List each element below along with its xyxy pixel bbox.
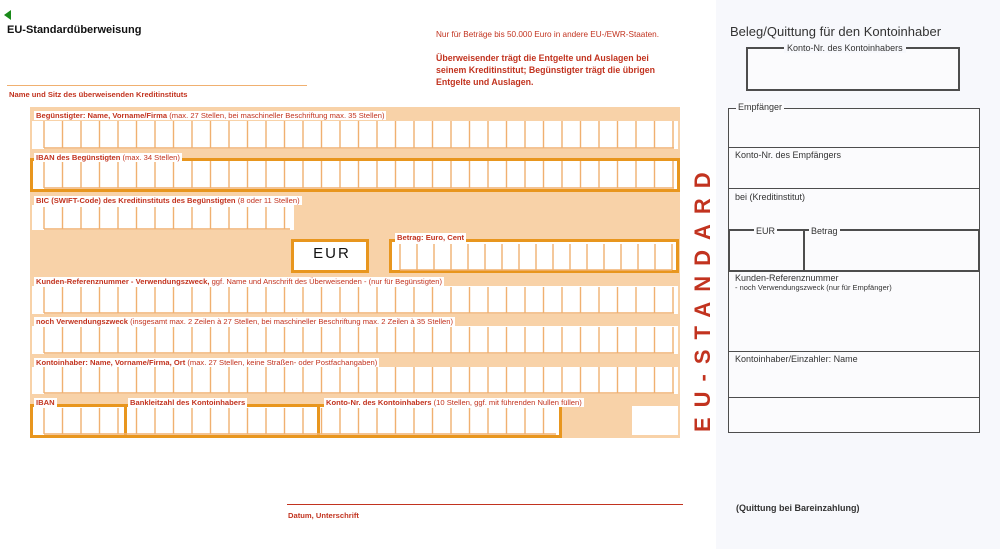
- blz-label: Bankleitzahl des Kontoinhabers: [130, 398, 246, 407]
- bank-name-line: [7, 85, 307, 86]
- form-title: EU-Standardüberweisung: [7, 24, 142, 36]
- receipt-recipient-label: Empfänger: [738, 102, 783, 112]
- receipt-bank-label: bei (Kreditinstitut): [735, 192, 806, 202]
- iban-beneficiary-frame: [30, 158, 680, 192]
- receipt-divider-2: [728, 188, 980, 189]
- account-holder-field[interactable]: [32, 367, 678, 394]
- receipt-cash-note: (Quittung bei Bareinzahlung): [736, 503, 860, 513]
- bank-name-label: Name und Sitz des überweisenden Kreditinstituts: [9, 90, 188, 99]
- receipt-amount-label: Betrag: [811, 226, 838, 236]
- receipt-reference-note: - noch Verwendungszweck (nur für Empfänger): [735, 283, 892, 292]
- receipt-amount-divider: [803, 229, 805, 272]
- receipt-divider-3: [728, 351, 980, 352]
- notice-fees-3: Entgelte und Auslagen.: [436, 77, 534, 87]
- eu-standard-side-text: EU-STANDARD: [690, 162, 715, 432]
- receipt-currency-label: EUR: [756, 226, 776, 236]
- receipt-payer-label: Kontoinhaber/Einzahler: Name: [735, 354, 858, 364]
- amount-label: Betrag: Euro, Cent: [397, 233, 465, 242]
- receipt-title: Beleg/Quittung für den Kontoinhaber: [730, 24, 942, 39]
- receipt-panel: [716, 0, 1000, 549]
- receipt-reference-label: Kunden-Referenznummer: [735, 273, 839, 283]
- bic-label: BIC (SWIFT-Code) des Kreditinstituts des Begünstigten (8 oder 11 Stellen): [36, 196, 300, 205]
- reference-field[interactable]: [32, 286, 678, 314]
- notice-fees-1: Überweisender trägt die Entgelte und Auslagen bei: [436, 53, 649, 63]
- bic-field[interactable]: [32, 205, 294, 230]
- receipt-recipient-account-label: Konto-Nr. des Empfängers: [735, 150, 842, 160]
- corner-arrow-icon: [4, 10, 11, 20]
- account-divider-1: [124, 404, 127, 438]
- purpose2-label: noch Verwendungszweck (insgesamt max. 2 Zeilen à 27 Stellen, bei maschineller Beschriftung max. 2 Zeilen à 35 Stellen): [36, 317, 454, 326]
- currency-value: EUR: [313, 245, 351, 262]
- receipt-divider-4: [728, 397, 980, 398]
- purpose2-field[interactable]: [32, 326, 678, 354]
- receipt-account-label: Konto-Nr. des Kontoinhabers: [784, 43, 906, 53]
- reference-label: Kunden-Referenznummer - Verwendungszweck, ggf. Name und Anschrift des Überweisenden - (nur für Begünstigten): [36, 277, 443, 286]
- signature-line: [287, 504, 683, 505]
- blank-box: [632, 406, 678, 435]
- iban-label: IBAN: [36, 398, 55, 407]
- notice-limit: Nur für Beträge bis 50.000 Euro in andere EU-/EWR-Staaten.: [436, 30, 659, 39]
- signature-label: Datum, Unterschrift: [288, 511, 359, 520]
- notice-fees-2: seinem Kreditinstitut; Begünstigter trägt die übrigen: [436, 65, 655, 75]
- account-divider-2: [317, 404, 320, 438]
- amount-frame: [389, 239, 679, 273]
- account-no-label: Konto-Nr. des Kontoinhabers (10 Stellen, ggf. mit führenden Nullen füllen): [326, 398, 582, 407]
- account-frame: [30, 404, 562, 438]
- account-holder-label: Kontoinhaber: Name, Vorname/Firma, Ort (max. 27 Stellen, keine Straßen- oder Postfachangaben): [36, 358, 378, 367]
- receipt-account-box[interactable]: [746, 47, 960, 91]
- beneficiary-field[interactable]: [32, 121, 678, 149]
- receipt-divider-1: [728, 147, 980, 148]
- beneficiary-label: Begünstigter: Name, Vorname/Firma (max. 27 Stellen, bei maschineller Beschriftung max. 35 Stellen): [36, 111, 385, 120]
- iban-beneficiary-label: IBAN des Begünstigten (max. 34 Stellen): [36, 153, 180, 162]
